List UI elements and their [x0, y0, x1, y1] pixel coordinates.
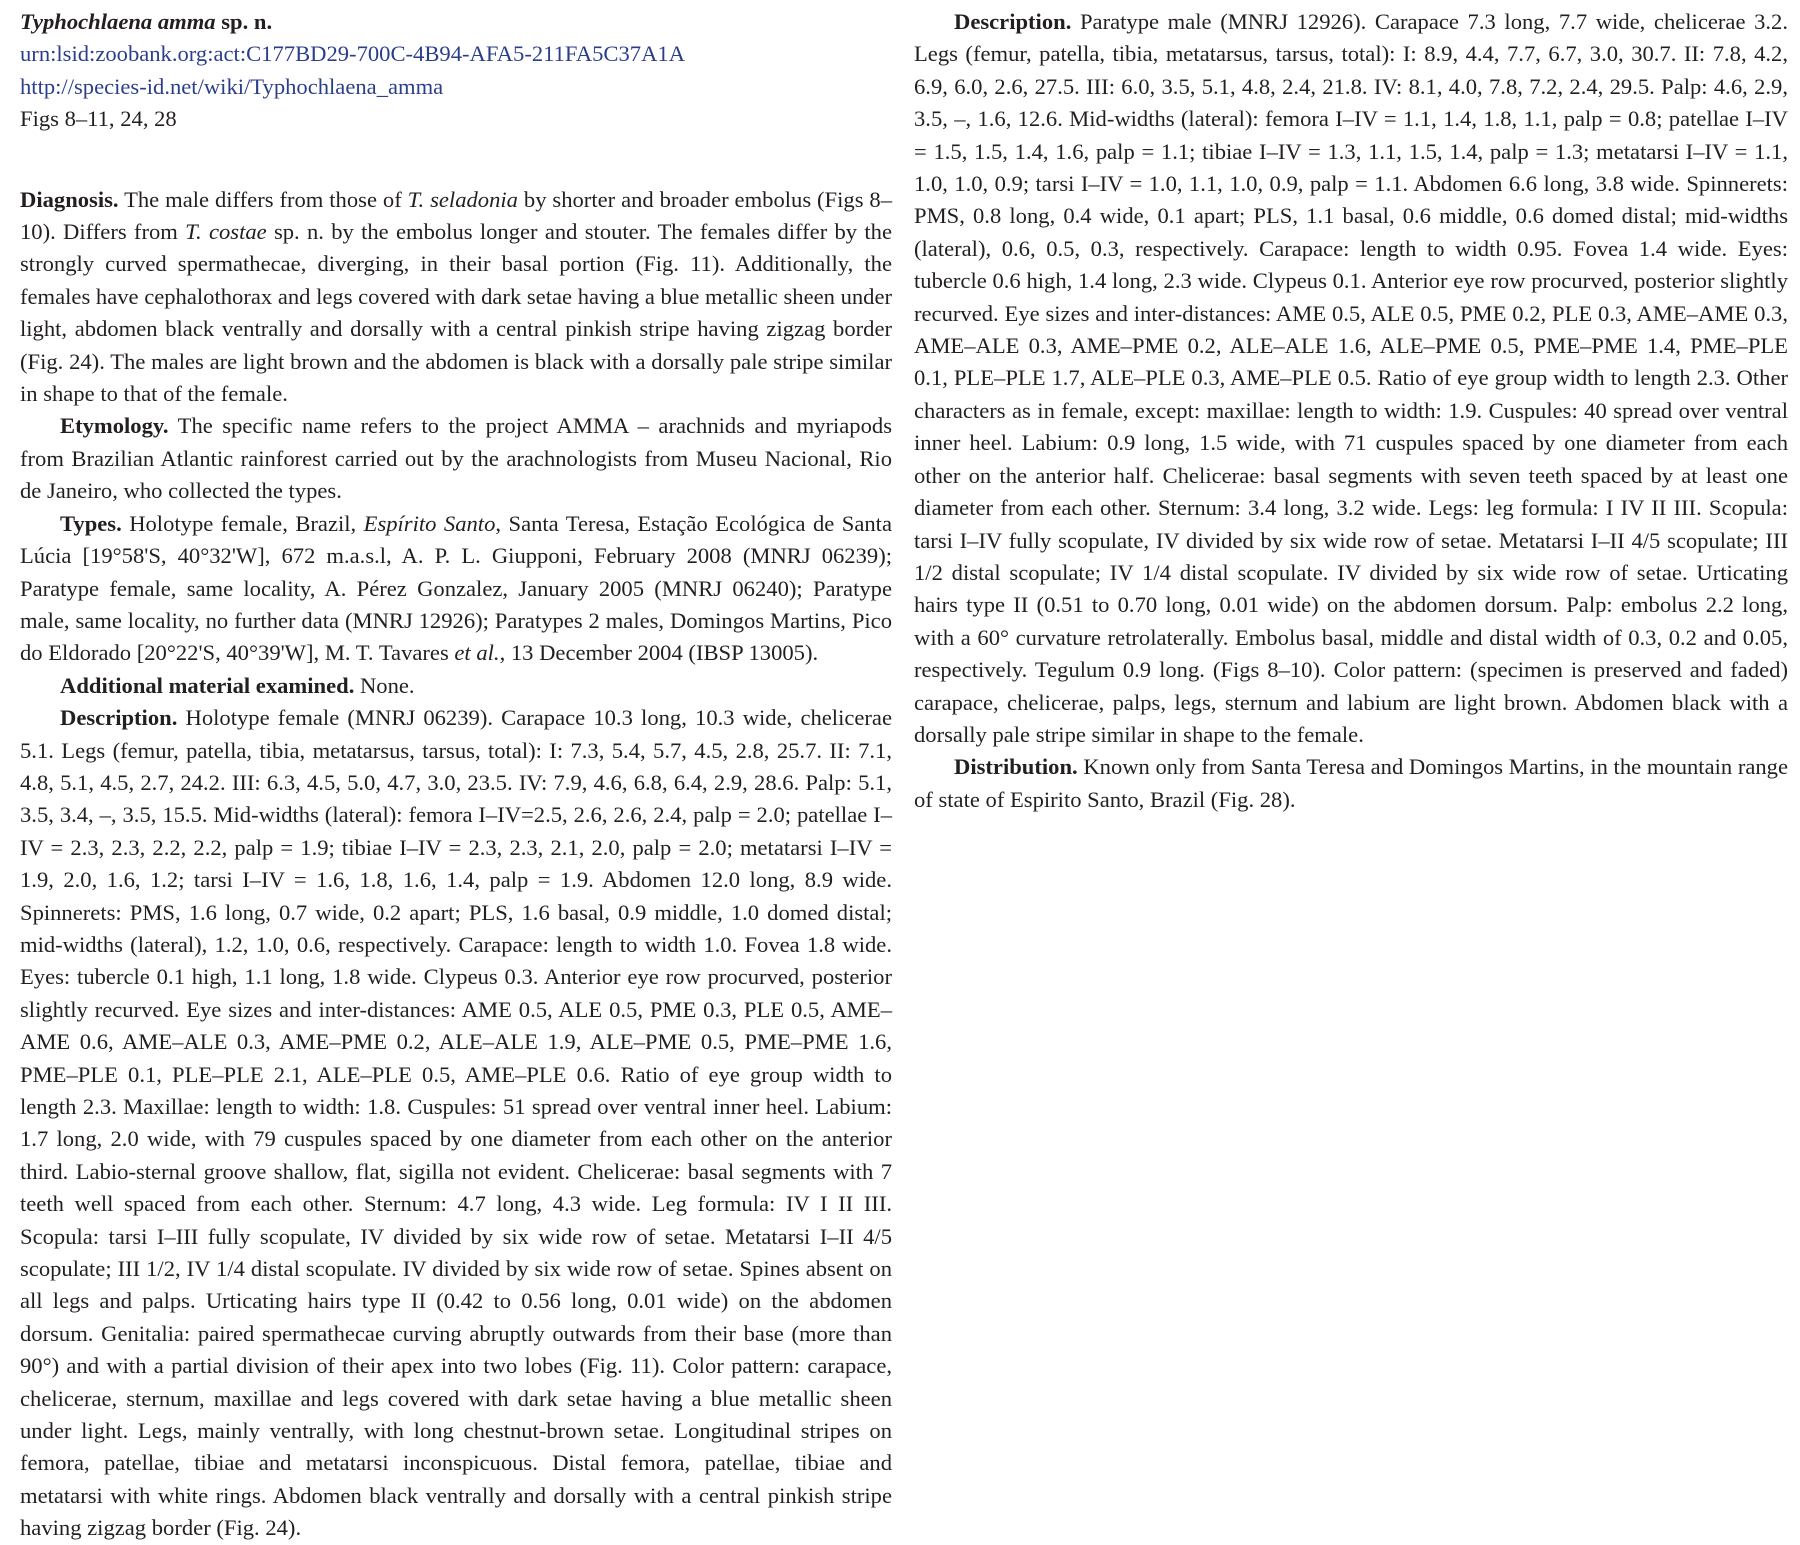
diagnosis-paragraph — [20, 184, 892, 411]
left-column — [20, 6, 892, 1545]
zoobank-lsid-link[interactable]: urn:lsid:zoobank.org:act:C177BD29-700C-4B94-AFA5-211FA5C37A1A — [20, 41, 686, 67]
types-text: Holotype female, Brazil, — [121, 510, 364, 536]
description-female-paragraph — [20, 702, 892, 1545]
distribution-heading: Distribution. — [954, 754, 1078, 780]
additional-material-text: None. — [354, 672, 415, 698]
diagnosis-text: The male differs from those of — [118, 186, 408, 212]
types-text: , Santa Teresa, Estação Ecológica de Santa Lúcia [19°58'S, 40°32'W], 672 m.a.s.l, A. P. L. Giupponi, February 2008 (MNRJ 06239); Paratype female, same locality, A. Pérez Gonzalez, January 2005 (MNRJ 06240); Paratype male, same locality, no further data (MNRJ 12926); Paratypes 2 males, Domingos Martins, Pico do Eldorado [20°22'S, 40°39'W], M. T. Tavares — [20, 510, 892, 666]
types-heading: Types. — [60, 510, 122, 536]
diagnosis-text: sp. n. by the embolus longer and stouter. The females differ by the strongly curved spermathecae, diverging, in their basal portion (Fig. 11). Additionally, the females have cephalothorax and legs covered with dark setae having a blue metallic sheen under light, abdomen black ventrally and dorsally with a central pinkish stripe having zigzag border (Fig. 24). The males are light brown and the abdomen is black with a dorsally pale stripe similar in shape to that of the female. — [20, 219, 893, 407]
description-male-heading: Description. — [954, 9, 1072, 34]
description-female-heading: Description. — [60, 705, 178, 731]
species-name: Typhochlaena amma — [20, 9, 216, 34]
diagnosis-taxon: T. costae — [185, 219, 267, 245]
etymology-paragraph — [20, 410, 892, 507]
species-header — [20, 6, 892, 136]
types-text: , 13 December 2004 (IBSP 13005). — [499, 640, 819, 666]
description-female-text: Holotype female (MNRJ 06239). Carapace 10.3 long, 10.3 wide, chelicerae 5.1. Legs (femur, patella, tibia, metatarsus, tarsus, total): I: 7.3, 5.4, 5.7, 4.5, 2.8, 25.7. II: 7.1, 4.8, 5.1, 4.5, 2.7, 24.2. III: 6.3, 4.5, 5.0, 4.7, 3.0, 23.5. IV: 7.9, 4.6, 6.8, 6.4, 2.9, 28.6. Palp: 5.1, 3.5, 3.4, –, 3.5, 15.5. Mid-widths (lateral): femora I–IV=2.5, 2.6, 2.6, 2.4, palp = 2.0; patellae I–IV = 2.3, 2.3, 2.2, 2.2, palp = 1.9; tibiae I–IV = 2.3, 2.3, 2.1, 2.0, palp = 2.0; metatarsi I–IV = 1.9, 2.0, 1.6, 1.2; tarsi I–IV = 1.6, 1.8, 1.6, 1.4, palp = 1.9. Abdomen 12.0 long, 8.9 wide. Spinnerets: PMS, 1.6 long, 0.7 wide, 0.2 apart; PLS, 1.6 basal, 0.9 middle, 1.0 domed distal; mid-widths (lateral), 1.2, 1.0, 0.6, respectively. Carapace: length to width 1.0. Fovea 1.8 wide. Eyes: tubercle 0.1 high, 1.1 long, 1.8 wide. Clypeus 0.3. Anterior eye row procurved, posterior slightly recurved. Eye sizes and inter-distances: AME 0.5, ALE 0.5, PME 0.3, PLE 0.5, AME–AME 0.6, AME–ALE 0.3, AME–PME 0.2, ALE–ALE 1.9, ALE–PME 0.5, PME–PME 1.6, PME–PLE 0.1, PLE–PLE 2.1, ALE–PLE 0.5, AME–PLE 0.6. Ratio of eye group width to length 2.3. Maxillae: length to width: 1.8. Cuspules: 51 spread over ventral inner heel. Labium: 1.7 long, 2.0 wide, with 79 cuspules spaced by one diameter from each other on the anterior third. Labio-sternal groove shallow, flat, sigilla not evident. Chelicerae: basal segments with 7 teeth well spaced from each other. Sternum: 4.7 long, 4.3 wide. Leg formula: IV I II III. Scopula: tarsi I–III fully scopulate, IV divided by six wide row of setae. Metatarsi I–II 4/5 scopulate; III 1/2, IV 1/4 distal scopulate. IV divided by six wide row of setae. Spines absent on all legs and palps. Urticating hairs type II (0.42 to 0.56 long, 0.01 wide) on the abdomen dorsum. Genitalia: paired spermathecae curving abruptly outwards from their base (more than 90°) and with a partial division of their apex into two lobes (Fig. 11). Color pattern: carapace, chelicerae, sternum, maxillae and legs covered with dark setae having a blue metallic sheen under light. Legs, mainly ventrally, with long chestnut-brown setae. Longitudinal stripes on femora, patellae, tibiae and metatarsi inconspicuous. Distal femora, patellae, tibiae and metatarsi with white rings. Abdomen black ventrally and dorsally with a central pinkish stripe having zigzag border (Fig. 24). — [20, 705, 892, 1541]
etymology-heading: Etymology. — [60, 413, 169, 439]
additional-material-heading: Additional material examined. — [60, 672, 355, 698]
distribution-paragraph — [914, 751, 1788, 816]
additional-material-paragraph — [20, 670, 892, 702]
diagnosis-text: by shorter and broader embolus (Figs 8–10). Differs from — [20, 186, 893, 245]
diagnosis-heading: Diagnosis. — [20, 186, 119, 212]
right-column — [914, 6, 1788, 816]
diagnosis-taxon: T. seladonia — [407, 186, 518, 212]
types-paragraph — [20, 508, 892, 670]
types-etal: et al. — [454, 640, 500, 666]
description-male-paragraph — [914, 6, 1788, 751]
description-male-text: Paratype male (MNRJ 12926). Carapace 7.3 long, 7.7 wide, chelicerae 3.2. Legs (femur, patella, tibia, metatarsus, tarsus, total): I: 8.9, 4.4, 7.7, 6.7, 3.0, 30.7. II: 7.8, 4.2, 6.9, 6.0, 2.6, 27.5. III: 6.0, 3.5, 5.1, 4.8, 2.4, 21.8. IV: 8.1, 4.0, 7.8, 7.2, 2.4, 29.5. Palp: 4.6, 2.9, 3.5, –, 1.6, 12.6. Mid-widths (lateral): femora I–IV = 1.1, 1.4, 1.8, 1.1, palp = 0.8; patellae I–IV = 1.5, 1.5, 1.4, 1.6, palp = 1.1; tibiae I–IV = 1.3, 1.1, 1.5, 1.4, palp = 1.3; metatarsi I–IV = 1.1, 1.0, 1.0, 0.9; tarsi I–IV = 1.0, 1.1, 1.0, 0.9, palp = 1.1. Abdomen 6.6 long, 3.8 wide. Spinnerets: PMS, 0.8 long, 0.4 wide, 0.1 apart; PLS, 1.1 basal, 0.6 middle, 0.6 domed distal; mid-widths (lateral), 0.6, 0.5, 0.3, respectively. Carapace: length to width 0.95. Fovea 1.4 wide. Eyes: tubercle 0.6 high, 1.4 long, 2.3 wide. Clypeus 0.1. Anterior eye row procurved, posterior slightly recurved. Eye sizes and inter-distances: AME 0.5, ALE 0.5, PME 0.2, PLE 0.3, AME–AME 0.3, AME–ALE 0.3, AME–PME 0.2, ALE–ALE 1.6, ALE–PME 0.5, PME–PME 1.4, PME–PLE 0.1, PLE–PLE 1.7, ALE–PLE 0.3, AME–PLE 0.5. Ratio of eye group width to length 2.3. Other characters as in female, except: maxillae: length to width: 1.9. Cuspules: 40 spread over ventral inner heel. Labium: 0.9 long, 1.5 wide, with 71 cuspules spaced by one diameter from each other on the anterior half. Chelicerae: basal segments with seven teeth spaced by at least one diameter from each other. Sternum: 3.4 long, 3.2 wide. Legs: leg formula: I IV II III. Scopula: tarsi I–IV fully scopulate, IV divided by six wide row of setae. Metatarsi I–II 4/5 scopulate; III 1/2 distal scopulate; IV 1/4 distal scopulate. IV divided by six wide row of setae. Urticating hairs type II (0.51 to 0.70 long, 0.01 wide) on the abdomen dorsum. Palp: embolus 2.2 long, with a 60° curvature retrolaterally. Embolus basal, middle and distal width of 0.3, 0.2 and 0.05, respectively. Tegulum 0.9 long. (Figs 8–10). Color pattern: (specimen is preserved and faded) carapace, chelicerae, palps, legs, sternum and labium are light brown. Abdomen black with a dorsally pale stripe similar in shape to the female. — [914, 9, 1788, 747]
types-locality: Espírito Santo — [363, 510, 496, 536]
species-wiki-link[interactable]: http://species-id.net/wiki/Typhochlaena_amma — [20, 73, 444, 99]
species-suffix: sp. n. — [221, 9, 273, 34]
distribution-text: Known only from Santa Teresa and Domingos Martins, in the mountain range of state of Espirito Santo, Brazil (Fig. 28). — [914, 754, 1788, 812]
etymology-text: The specific name refers to the project AMMA – arachnids and myriapods from Brazilian Atlantic rainforest carried out by the arachnologists from Museu Nacional, Rio de Janeiro, who collected the types. — [20, 413, 892, 504]
figure-references: Figs 8–11, 24, 28 — [20, 106, 177, 132]
section-gap — [20, 136, 892, 184]
species-title — [20, 6, 892, 38]
